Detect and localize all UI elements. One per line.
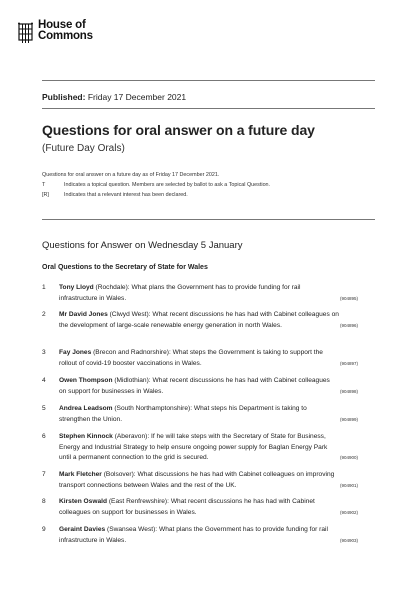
question-reference: (904896) (339, 322, 358, 328)
question-item (42, 497, 356, 518)
symbol-row (42, 180, 270, 190)
member-name: Owen Thompson (59, 377, 113, 384)
symbol-key: [R] (42, 192, 49, 198)
top-divider (42, 80, 375, 81)
document-subtitle: (Future Day Orals) (42, 143, 125, 154)
member-name: Kirsten Oswald (59, 498, 108, 505)
constituency: (Bolsover): (103, 471, 136, 478)
symbol-key: T (42, 182, 46, 188)
question-reference: (904901) (339, 482, 358, 488)
question-reference: (904897) (339, 360, 358, 366)
member-name: Stephen Kinnock (59, 433, 113, 440)
member-name: Fay Jones (59, 349, 92, 356)
published-label: Published: (42, 92, 86, 102)
constituency: (Swansea West): (107, 526, 158, 533)
question-text: What discussions he has had with Cabinet colleagues on improving transport connections between Wales and the rest of the UK. (59, 471, 335, 489)
question-number: 5 (42, 405, 46, 412)
constituency: (South Northamptonshire): (114, 405, 193, 412)
published-date: Friday 17 December 2021 (87, 92, 187, 102)
symbol-description: Indicates that a relevant interest has been declared. (64, 192, 188, 198)
question-item (42, 470, 356, 491)
published-divider (42, 108, 375, 109)
portcullis-icon (18, 22, 33, 44)
member-name: Andrea Leadsom (59, 405, 113, 412)
constituency: (Brecon and Radnorshire): (93, 349, 171, 356)
question-text: What steps his Department is taking to strengthen the Union. (59, 405, 307, 423)
intro-notes (42, 170, 270, 200)
intro-divider (42, 219, 375, 220)
question-number: 3 (42, 349, 46, 356)
question-number: 4 (42, 377, 46, 384)
logo-line-1: House of (38, 19, 86, 31)
member-name: Mark Fletcher (59, 471, 102, 478)
question-number: 6 (42, 433, 46, 440)
question-text: What recent discussions he has had with Cabinet colleagues on the development of large-scale renewable energy generation in north Wales. (59, 311, 339, 329)
logo-line-2: Commons (38, 30, 93, 42)
published-line (42, 92, 186, 102)
question-reference: (904898) (339, 388, 358, 394)
question-item (42, 432, 356, 464)
question-text: What steps the Government is taking to support the rollout of covid-19 booster vaccinations in Wales. (59, 349, 323, 367)
house-of-commons-logo (18, 20, 93, 44)
constituency: (East Renfrewshire): (108, 498, 169, 505)
question-item (42, 376, 356, 397)
question-number: 2 (42, 311, 46, 318)
question-text: If he will take steps with the Secretary of State for Business, Energy and Industrial Strategy to help ensure ongoing power supply for Baglan Energy Park until a permanent connection to the grid is secured. (59, 433, 328, 461)
constituency: (Aberavon): (114, 433, 150, 440)
symbol-row (42, 190, 270, 200)
constituency: (Midlothian): (114, 377, 151, 384)
symbol-description: Indicates a topical question. Members are selected by ballot to ask a Topical Question. (64, 182, 271, 188)
question-reference: (904903) (339, 537, 358, 543)
intro-line: Questions for oral answer on a future day as of Friday 17 December 2021. (42, 172, 220, 178)
question-item (42, 310, 356, 331)
question-text: What plans the Government has to provide funding for rail infrastructure in Wales. (59, 526, 328, 544)
member-name: Mr David Jones (59, 311, 108, 318)
question-text: What recent discussions he has had with Cabinet colleagues on support for businesses in Wales. (59, 377, 330, 395)
document-title: Questions for oral answer on a future day (42, 122, 315, 138)
question-number: 8 (42, 498, 46, 505)
question-reference: (904899) (339, 416, 358, 422)
department-heading: Oral Questions to the Secretary of State for Wales (42, 264, 208, 271)
member-name: Geraint Davies (59, 526, 106, 533)
question-item (42, 525, 356, 546)
question-item (42, 348, 356, 369)
question-number: 9 (42, 526, 46, 533)
question-reference: (904902) (339, 509, 358, 515)
question-number: 1 (42, 284, 46, 291)
question-item (42, 404, 356, 425)
question-reference: (904900) (339, 455, 358, 460)
date-heading: Questions for Answer on Wednesday 5 January (42, 240, 243, 251)
member-name: Tony Lloyd (59, 284, 94, 291)
question-text: What plans the Government has to provide funding for rail infrastructure in Wales. (59, 284, 301, 302)
constituency: (Clwyd West): (109, 311, 151, 318)
question-item (42, 283, 356, 304)
question-number: 7 (42, 471, 46, 478)
logo-wordmark (38, 20, 93, 42)
question-reference: (904895) (339, 295, 358, 301)
constituency: (Rochdale): (95, 284, 130, 291)
question-text: What recent discussions he has had with Cabinet colleagues on support for businesses in Wales. (59, 498, 315, 516)
